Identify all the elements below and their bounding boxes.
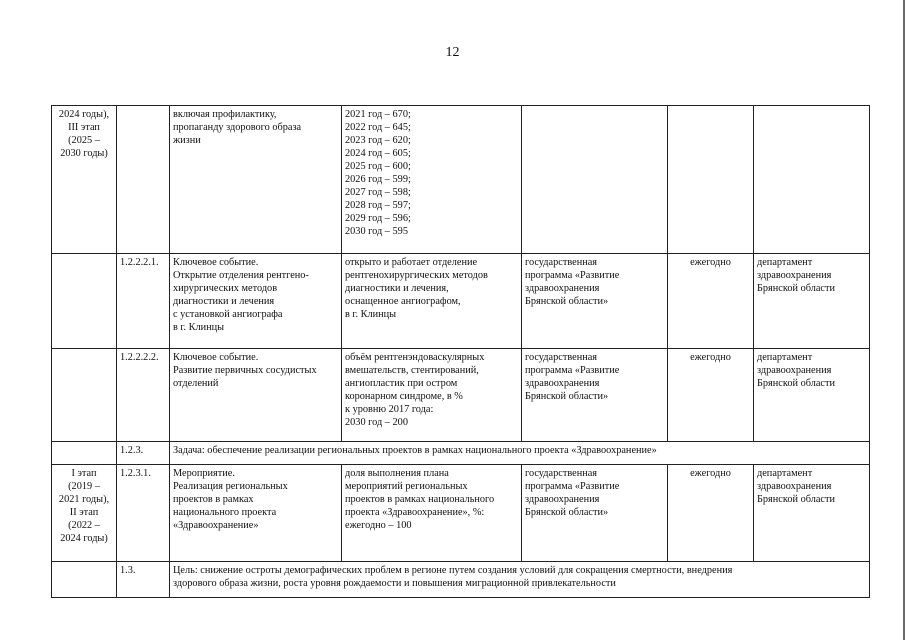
stage-line: 2024 годы),	[58, 109, 110, 120]
task-cell	[170, 442, 870, 465]
goal-cell	[170, 562, 870, 598]
table-row	[52, 442, 870, 465]
description-line: в г. Клинцы	[173, 322, 225, 333]
indicator-line: рентгенохирургических методов	[345, 270, 488, 281]
indicator-line: 2024 год – 605;	[345, 148, 411, 159]
description-line: отделений	[173, 378, 219, 389]
stage-line: III этап	[68, 122, 100, 133]
indicator-line: в г. Клинцы	[345, 309, 397, 320]
responsible-cell	[754, 349, 870, 442]
indicator-line: проекта «Здравоохранение», %:	[345, 507, 485, 518]
goal-text-line: Цель: снижение остроты демографических проблем в регионе путем создания условий для сокращения смертности, внедрения	[173, 565, 733, 576]
responsible-cell	[754, 465, 870, 562]
page-number: 12	[445, 45, 460, 60]
indicator-line: мероприятий региональных	[345, 481, 468, 492]
description-line: Реализация региональных	[173, 481, 288, 492]
responsible-line: Брянской области	[757, 378, 836, 389]
stage-line: 2024 годы)	[60, 533, 108, 544]
stage-line: (2019 –	[68, 481, 100, 492]
responsible-line: департамент	[757, 468, 813, 479]
item-number-cell	[117, 254, 170, 349]
description-line: с установкой ангиографа	[173, 309, 283, 320]
responsible-line: Брянской области	[757, 283, 836, 294]
description-line: Открытие отделения рентгено-	[173, 270, 309, 281]
description-line: «Здравоохранение»	[173, 520, 259, 531]
stage-line: 2030 годы)	[60, 148, 108, 159]
stage-cell	[52, 106, 117, 254]
frequency-cell	[668, 254, 754, 349]
program-line: государственная	[525, 352, 598, 363]
responsible-line: департамент	[757, 352, 813, 363]
item-number: 1.2.2.2.1.	[120, 257, 159, 268]
frequency-cell	[668, 465, 754, 562]
description-cell	[170, 465, 342, 562]
responsible-line: здравоохранения	[757, 270, 832, 281]
indicator-line: проектов в рамках национального	[345, 494, 495, 505]
stage-cell	[52, 349, 117, 442]
program-line: государственная	[525, 257, 598, 268]
goal-text-line: здорового образа жизни, роста уровня рождаемости и повышения миграционной привлекательности	[173, 578, 616, 589]
frequency-cell	[668, 349, 754, 442]
indicator-line: коронарном синдроме, в %	[345, 391, 463, 402]
item-number-cell	[117, 442, 170, 465]
responsible-cell	[754, 106, 870, 254]
program-line: программа «Развитие	[525, 270, 620, 281]
stage-cell	[52, 442, 117, 465]
program-line: здравоохранения	[525, 378, 600, 389]
program-line: Брянской области»	[525, 296, 609, 307]
description-line: жизни	[173, 135, 201, 146]
item-number-cell	[117, 562, 170, 598]
table-row	[52, 465, 870, 562]
indicator-line: 2027 год – 598;	[345, 187, 411, 198]
stage-line: (2025 –	[68, 135, 100, 146]
item-number: 1.2.3.	[120, 445, 144, 456]
description-line: хирургических методов	[173, 283, 278, 294]
indicator-line: доля выполнения плана	[345, 468, 449, 479]
indicator-line: к уровню 2017 года:	[345, 404, 434, 415]
program-line: Брянской области»	[525, 507, 609, 518]
item-number-cell	[117, 106, 170, 254]
indicator-line: 2028 год – 597;	[345, 200, 411, 211]
responsible-line: здравоохранения	[757, 365, 832, 376]
stage-cell	[52, 562, 117, 598]
indicator-line: 2026 год – 599;	[345, 174, 411, 185]
program-line: здравоохранения	[525, 283, 600, 294]
indicator-line: открыто и работает отделение	[345, 257, 478, 268]
responsible-line: Брянской области	[757, 494, 836, 505]
indicator-line: 2023 год – 620;	[345, 135, 411, 146]
stage-line: (2022 –	[68, 520, 100, 531]
table-row	[52, 562, 870, 598]
description-line: Ключевое событие.	[173, 352, 259, 363]
program-cell	[522, 106, 668, 254]
indicator-cell	[342, 254, 522, 349]
indicator-cell	[342, 106, 522, 254]
program-line: программа «Развитие	[525, 481, 620, 492]
indicator-line: оснащенное ангиографом,	[345, 296, 461, 307]
program-line: Брянской области»	[525, 391, 609, 402]
plan-table	[51, 105, 870, 598]
indicator-cell	[342, 465, 522, 562]
task-text: Задача: обеспечение реализации региональных проектов в рамках национального проекта «Здравоохранение»	[173, 445, 657, 456]
table-row	[52, 349, 870, 442]
stage-cell	[52, 254, 117, 349]
indicator-line: вмешательств, стентирований,	[345, 365, 479, 376]
description-line: Ключевое событие.	[173, 257, 259, 268]
indicator-cell	[342, 349, 522, 442]
responsible-cell	[754, 254, 870, 349]
program-cell	[522, 349, 668, 442]
responsible-line: департамент	[757, 257, 813, 268]
description-cell	[170, 106, 342, 254]
indicator-line: 2030 год – 200	[345, 417, 408, 428]
indicator-line: 2030 год – 595	[345, 226, 408, 237]
indicator-line: ангиопластик при остром	[345, 378, 458, 389]
indicator-line: диагностики и лечения,	[345, 283, 449, 294]
frequency-text: ежегодно	[690, 257, 731, 268]
description-line: проектов в рамках	[173, 494, 254, 505]
description-cell	[170, 254, 342, 349]
indicator-line: 2021 год – 670;	[345, 109, 411, 120]
item-number-cell	[117, 349, 170, 442]
program-line: государственная	[525, 468, 598, 479]
program-cell	[522, 254, 668, 349]
table-row	[52, 254, 870, 349]
program-line: здравоохранения	[525, 494, 600, 505]
stage-line: 2021 годы),	[58, 494, 110, 505]
item-number-cell	[117, 465, 170, 562]
responsible-line: здравоохранения	[757, 481, 832, 492]
table-row	[52, 106, 870, 254]
item-number: 1.2.2.2.2.	[120, 352, 159, 363]
indicator-line: ежегодно – 100	[345, 520, 412, 531]
frequency-text: ежегодно	[690, 468, 731, 479]
stage-line: I этап	[71, 468, 97, 479]
description-cell	[170, 349, 342, 442]
indicator-line: 2022 год – 645;	[345, 122, 411, 133]
stage-cell	[52, 465, 117, 562]
frequency-text: ежегодно	[690, 352, 731, 363]
description-line: Развитие первичных сосудистых	[173, 365, 317, 376]
description-line: включая профилактику,	[173, 109, 277, 120]
frequency-cell	[668, 106, 754, 254]
stage-line: II этап	[69, 507, 99, 518]
item-number: 1.2.3.1.	[120, 468, 151, 479]
description-line: национального проекта	[173, 507, 277, 518]
description-line: диагностики и лечения	[173, 296, 275, 307]
program-cell	[522, 465, 668, 562]
indicator-line: объём рентгенэндоваскулярных	[345, 352, 485, 363]
description-line: пропаганду здорового образа	[173, 122, 302, 133]
indicator-line: 2029 год – 596;	[345, 213, 411, 224]
program-line: программа «Развитие	[525, 365, 620, 376]
description-line: Мероприятие.	[173, 468, 235, 479]
indicator-line: 2025 год – 600;	[345, 161, 411, 172]
item-number: 1.3.	[120, 565, 136, 576]
